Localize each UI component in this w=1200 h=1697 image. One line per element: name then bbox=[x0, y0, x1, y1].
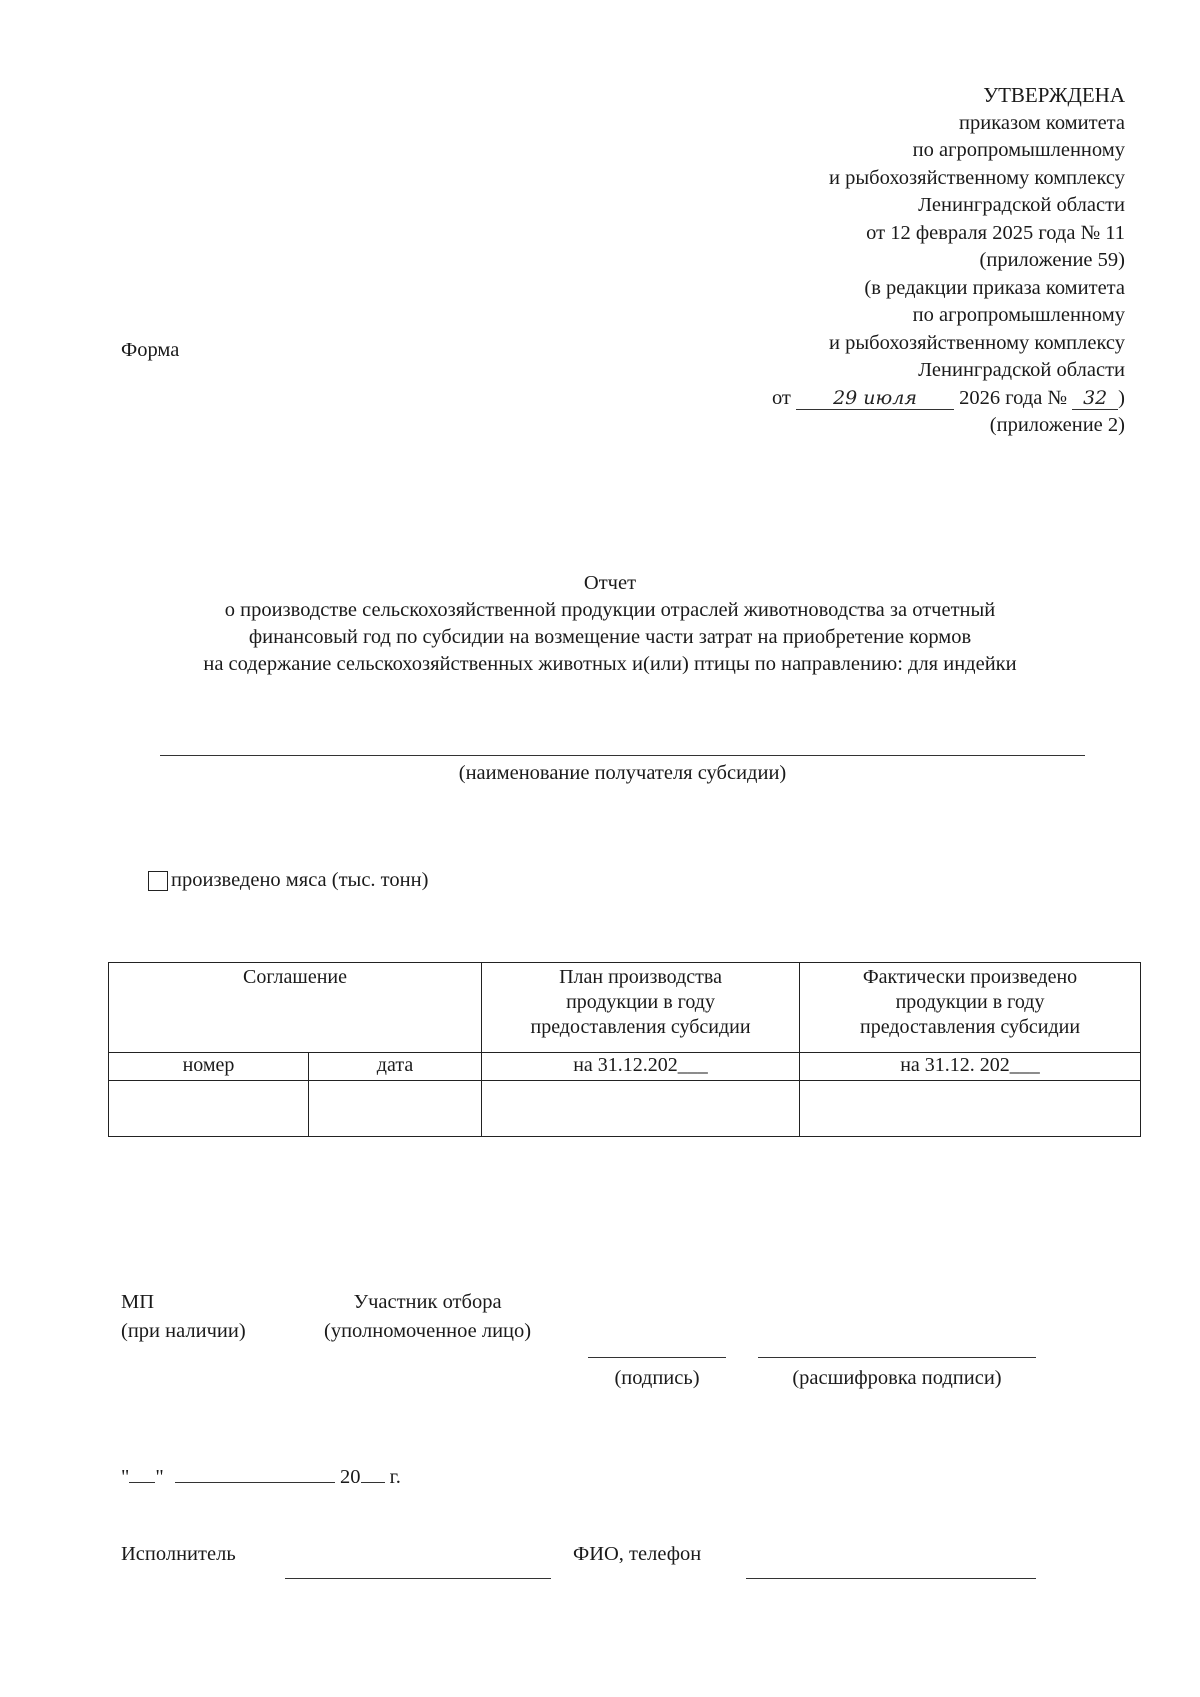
executor-field[interactable] bbox=[285, 1578, 551, 1579]
approval-line: Ленинградской области bbox=[918, 359, 1125, 381]
mp-label: МП bbox=[121, 1291, 155, 1313]
month-field[interactable] bbox=[175, 1464, 335, 1483]
agreement-number-cell[interactable] bbox=[109, 1081, 309, 1137]
report-title-line: о производстве сельскохозяйственной продукции отраслей животноводства за отчетный bbox=[224, 599, 996, 621]
day-field[interactable] bbox=[129, 1464, 155, 1483]
approval-line: от 12 февраля 2025 года № 11 bbox=[866, 221, 1125, 244]
approval-title: УТВЕРЖДЕНА bbox=[983, 83, 1125, 107]
participant-label: Участник отбора bbox=[353, 1291, 502, 1313]
year-field[interactable] bbox=[361, 1464, 385, 1483]
signature-caption: (подпись) bbox=[614, 1367, 700, 1389]
agreement-date-cell[interactable] bbox=[309, 1081, 482, 1137]
recipient-caption: (наименование получателя субсидии) bbox=[458, 762, 787, 784]
plan-date: на 31.12.202___ bbox=[482, 1053, 800, 1081]
approval-line: и рыбохозяйственному комплексу bbox=[829, 166, 1125, 189]
plan-header-line: предоставления субсидии bbox=[530, 1016, 751, 1038]
approval-line: (в редакции приказа комитета bbox=[864, 276, 1125, 299]
report-table bbox=[108, 962, 1141, 1137]
fio-label: ФИО, телефон bbox=[573, 1543, 702, 1565]
form-label: Форма bbox=[121, 339, 180, 361]
number-header: номер bbox=[109, 1053, 309, 1081]
participant-block bbox=[324, 1288, 531, 1346]
handwritten-number: 32 bbox=[1072, 387, 1118, 410]
approval-line: приказом комитета bbox=[959, 111, 1125, 134]
approval-line: Ленинградской области bbox=[918, 194, 1125, 216]
plan-header-line: План производства bbox=[559, 966, 722, 988]
approval-block bbox=[665, 82, 1125, 440]
executor-label: Исполнитель bbox=[121, 1543, 236, 1565]
plan-header-line: продукции в году bbox=[566, 991, 715, 1013]
report-title-line: на содержание сельскохозяйственных животных и(или) птицы по направлению: для индейки bbox=[203, 653, 1017, 675]
year-suffix: г. bbox=[384, 1466, 401, 1488]
edition-year: 2026 года № bbox=[959, 386, 1068, 409]
mp-note: (при наличии) bbox=[121, 1320, 246, 1342]
approval-line: и рыбохозяйственному комплексу bbox=[829, 331, 1125, 354]
handwritten-date: 29 июля bbox=[796, 387, 954, 410]
year-prefix: 20 bbox=[340, 1466, 361, 1488]
approval-line: (приложение 59) bbox=[979, 249, 1125, 271]
actual-header-line: предоставления субсидии bbox=[859, 1016, 1081, 1038]
edition-prefix: от bbox=[771, 386, 791, 409]
meat-produced-checkbox[interactable] bbox=[148, 871, 168, 891]
report-title-line: финансовый год по субсидии на возмещение части затрат на приобретение кормов bbox=[248, 626, 972, 648]
report-title: Отчет bbox=[583, 572, 637, 594]
signature-field[interactable] bbox=[588, 1357, 726, 1358]
actual-header-line: продукции в году bbox=[895, 991, 1045, 1013]
report-title-block bbox=[90, 570, 1130, 678]
edition-suffix: ) bbox=[1118, 386, 1125, 409]
meat-produced-row bbox=[148, 869, 428, 892]
meat-produced-label: произведено мяса (тыс. тонн) bbox=[171, 869, 429, 891]
signature-decoding-field[interactable] bbox=[758, 1357, 1036, 1358]
participant-note: (уполномоченное лицо) bbox=[324, 1320, 532, 1342]
actual-header-line: Фактически произведено bbox=[862, 966, 1078, 988]
agreement-header: Соглашение bbox=[109, 963, 482, 1053]
actual-header bbox=[800, 963, 1141, 1053]
recipient-name-field[interactable] bbox=[160, 755, 1085, 756]
actual-date: на 31.12. 202___ bbox=[800, 1053, 1141, 1081]
decoding-caption: (расшифровка подписи) bbox=[792, 1367, 1002, 1389]
fio-phone-field[interactable] bbox=[746, 1578, 1036, 1579]
approval-appendix: (приложение 2) bbox=[989, 414, 1125, 436]
edition-line bbox=[665, 385, 1125, 413]
date-row bbox=[121, 1464, 401, 1489]
quote-close: " bbox=[155, 1466, 164, 1488]
mp-block bbox=[121, 1288, 246, 1346]
quote-open: " bbox=[121, 1466, 130, 1488]
date-header: дата bbox=[309, 1053, 482, 1081]
approval-line: по агропромышленному bbox=[912, 139, 1125, 161]
approval-line: по агропромышленному bbox=[912, 304, 1125, 326]
actual-value-cell[interactable] bbox=[800, 1081, 1141, 1137]
plan-header bbox=[482, 963, 800, 1053]
plan-value-cell[interactable] bbox=[482, 1081, 800, 1137]
